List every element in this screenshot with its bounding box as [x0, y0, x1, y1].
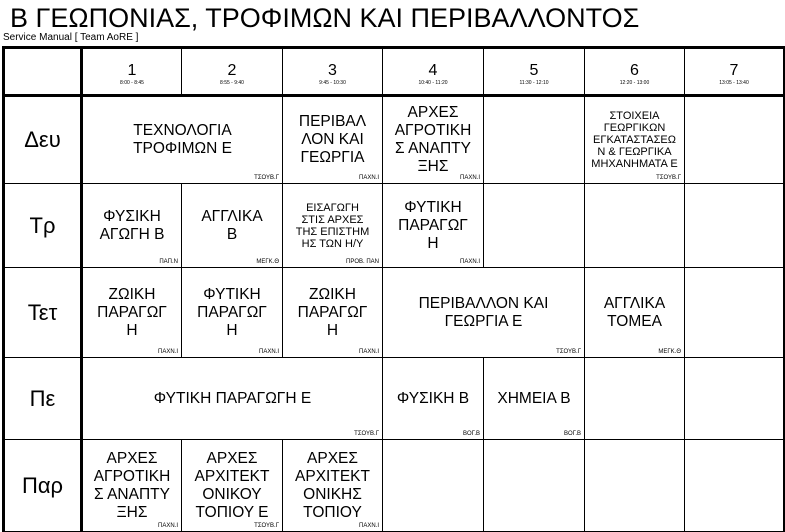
day-row: [4, 96, 785, 184]
subject-text: ΦΥΣΙΚΗ Β: [396, 389, 470, 407]
subject-text: ΠΕΡΙΒΑΛΛΟΝ ΚΑΙ ΓΕΩΡΓΙΑ Ε: [418, 294, 549, 330]
subject-text: ΦΥΤΙΚΗ ΠΑΡΑΓΩΓ Η: [398, 198, 468, 252]
lesson-cell: [685, 184, 785, 268]
lesson-cell: [484, 96, 585, 184]
teacher-label: ΠΑΧΝ.Ι: [459, 259, 480, 265]
lesson-cell: [685, 96, 785, 184]
period-header: [82, 48, 182, 96]
period-time: 12:20 - 13:00: [619, 79, 650, 86]
corner-cell: [4, 48, 82, 96]
period-time: 11:30 - 12:10: [519, 79, 549, 86]
lesson-cell: [283, 96, 383, 184]
lesson-cell: [685, 358, 785, 440]
page-subtitle: Service Manual [ Team AoRE ]: [3, 32, 139, 43]
period-time: 9:45 - 10:30: [319, 79, 346, 86]
teacher-label: ΠΑΧΝ.Ι: [459, 175, 480, 181]
lesson-cell: [283, 184, 383, 268]
teacher-label: ΠΑΧΝ.Ι: [157, 523, 178, 529]
lesson-cell: [484, 440, 585, 532]
lesson-cell: [585, 268, 685, 358]
period-header: [383, 48, 484, 96]
lesson-cell: [82, 96, 283, 184]
lesson-cell: [82, 184, 182, 268]
lesson-cell: [182, 184, 283, 268]
subject-text: ΖΩΙΚΗ ΠΑΡΑΓΩΓ Η: [97, 285, 167, 339]
day-label: Παρ: [4, 440, 82, 532]
lesson-cell: [585, 440, 685, 532]
teacher-label: ΜΕΓΚ.Θ: [256, 259, 279, 265]
teacher-label: ΒΟΓ.Β: [463, 431, 480, 437]
period-number: 2: [227, 61, 237, 79]
teacher-label: ΤΣΟΥΒ.Γ: [656, 175, 681, 181]
period-time: 10:40 - 11:20: [418, 79, 448, 86]
period-number: 4: [428, 61, 438, 79]
period-number: 6: [630, 61, 639, 79]
day-label: Τρ: [4, 184, 82, 268]
lesson-cell: [685, 268, 785, 358]
period-time: 8:55 - 9:40: [220, 79, 244, 86]
subject-text: ΕΙΣΑΓΩΓΗ ΣΤΙΣ ΑΡΧΕΣ ΤΗΣ ΕΠΙΣΤΗΜ ΗΣ ΤΩΝ Η/Υ: [295, 201, 370, 250]
period-header: [685, 48, 785, 96]
period-time: 13:05 - 13:40: [719, 79, 749, 86]
teacher-label: ΠΑΧΝ.Ι: [358, 523, 379, 529]
lesson-cell: [182, 268, 283, 358]
day-label: Δευ: [4, 96, 82, 184]
day-row: [4, 440, 785, 532]
teacher-label: ΠΑΧΝ.Ι: [358, 349, 379, 355]
day-label: Τετ: [4, 268, 82, 358]
period-number: 1: [127, 61, 137, 79]
page-title: Β ΓΕΩΠΟΝΙΑΣ, ΤΡΟΦΙΜΩΝ ΚΑΙ ΠΕΡΙΒΑΛΛΟΝΤΟΣ: [10, 3, 640, 33]
subject-text: ΑΡΧΕΣ ΑΓΡΟΤΙΚΗ Σ ΑΝΑΠΤΥ ΞΗΣ: [93, 449, 171, 521]
teacher-label: ΤΣΟΥΒ.Γ: [354, 431, 379, 437]
period-header: [182, 48, 283, 96]
period-header: [283, 48, 383, 96]
subject-text: ΖΩΙΚΗ ΠΑΡΑΓΩΓ Η: [297, 285, 368, 339]
subject-text: ΑΡΧΕΣ ΑΡΧΙΤΕΚΤ ΟΝΙΚΗΣ ΤΟΠΙΟΥ: [295, 449, 370, 521]
lesson-cell: [283, 268, 383, 358]
lesson-cell: [82, 440, 182, 532]
teacher-label: ΠΑΧΝ.Ι: [157, 349, 178, 355]
subject-text: ΦΥΤΙΚΗ ΠΑΡΑΓΩΓ Η: [197, 285, 267, 339]
subject-text: ΣΤΟΙΧΕΙΑ ΓΕΩΡΓΙΚΩΝ ΕΓΚΑΤΑΣΤΑΣΕΩ Ν & ΓΕΩΡΓΙΚΑ ΜΗΧΑΝΗΜΑΤΑ Ε: [591, 110, 678, 170]
subject-text: ΦΥΤΙΚΗ ΠΑΡΑΓΩΓΗ Ε: [153, 389, 312, 407]
lesson-cell: [82, 358, 383, 440]
lesson-cell: [383, 268, 585, 358]
lesson-cell: [383, 358, 484, 440]
period-number: 3: [328, 61, 337, 79]
lesson-cell: [383, 184, 484, 268]
header-row: [4, 48, 785, 96]
day-row: [4, 358, 785, 440]
subject-text: ΤΕΧΝΟΛΟΓΙΑ ΤΡΟΦΙΜΩΝ Ε: [133, 122, 232, 157]
lesson-cell: [585, 358, 685, 440]
lesson-cell: [484, 184, 585, 268]
subject-text: ΑΓΓΛΙΚΑ ΤΟΜΕΑ: [603, 294, 666, 330]
period-time: 8:00 - 8:45: [120, 79, 144, 86]
teacher-label: ΠΑΧΝ.Ι: [258, 349, 279, 355]
subject-text: ΧΗΜΕΙΑ Β: [497, 389, 571, 407]
teacher-label: ΒΟΓ.Β: [564, 431, 581, 437]
day-row: [4, 184, 785, 268]
teacher-label: ΤΣΟΥΒ.Γ: [254, 523, 279, 529]
teacher-label: ΤΣΟΥΒ.Γ: [254, 175, 279, 181]
lesson-cell: [585, 96, 685, 184]
teacher-label: ΤΣΟΥΒ.Γ: [556, 349, 581, 355]
subject-text: ΑΡΧΕΣ ΑΡΧΙΤΕΚΤ ΟΝΙΚΟΥ ΤΟΠΙΟΥ Ε: [194, 449, 270, 521]
day-label: Πε: [4, 358, 82, 440]
lesson-cell: [383, 440, 484, 532]
period-header: [484, 48, 585, 96]
lesson-cell: [283, 440, 383, 532]
period-number: 7: [729, 61, 739, 79]
period-number: 5: [529, 61, 539, 79]
lesson-cell: [82, 268, 182, 358]
timetable: [2, 46, 785, 532]
period-header: [585, 48, 685, 96]
lesson-cell: [484, 358, 585, 440]
lesson-cell: [685, 440, 785, 532]
day-row: [4, 268, 785, 358]
teacher-label: ΠΡΟΒ. ΠΑΝ: [345, 259, 379, 265]
subject-text: ΑΡΧΕΣ ΑΓΡΟΤΙΚΗ Σ ΑΝΑΠΤΥ ΞΗΣ: [394, 104, 472, 175]
subject-text: ΦΥΣΙΚΗ ΑΓΩΓΗ Β: [99, 207, 165, 243]
lesson-cell: [383, 96, 484, 184]
teacher-label: ΠΑΠ.Ν: [159, 259, 178, 265]
teacher-label: ΠΑΧΝ.Ι: [358, 175, 379, 181]
lesson-cell: [585, 184, 685, 268]
lesson-cell: [182, 440, 283, 532]
subject-text: ΠΕΡΙΒΑΛ ΛΟΝ ΚΑΙ ΓΕΩΡΓΙΑ: [298, 113, 367, 166]
subject-text: ΑΓΓΛΙΚΑ Β: [201, 207, 263, 243]
teacher-label: ΜΕΓΚ.Θ: [658, 349, 681, 355]
